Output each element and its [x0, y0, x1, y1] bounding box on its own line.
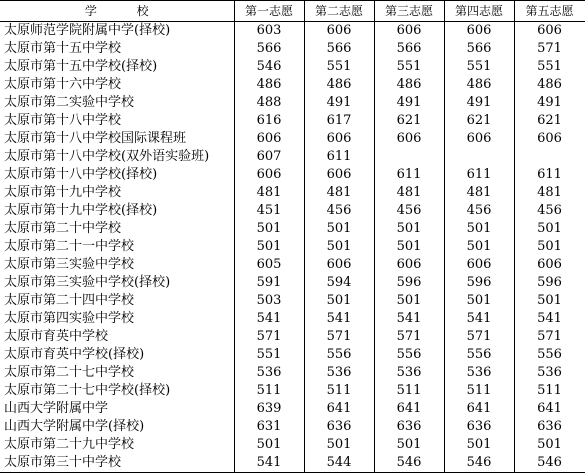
score-cell-choice-1: 603 — [234, 22, 304, 41]
score-cell-choice-4: 501 — [444, 436, 514, 454]
score-cell-choice-3: 546 — [374, 454, 444, 473]
table-row — [0, 94, 585, 112]
score-cell-choice-3: 511 — [374, 382, 444, 400]
score-cell-choice-2: 571 — [304, 328, 374, 346]
score-cell-choice-2: 544 — [304, 454, 374, 473]
table-row — [0, 220, 585, 238]
score-cell-choice-4: 636 — [444, 418, 514, 436]
score-cell-choice-1: 451 — [234, 202, 304, 220]
table-row — [0, 418, 585, 436]
table-row — [0, 310, 585, 328]
score-cell-choice-1: 606 — [234, 130, 304, 148]
table-row — [0, 202, 585, 220]
table-row — [0, 148, 585, 166]
score-cell-choice-4: 546 — [444, 454, 514, 473]
school-name-cell: 太原市第十八中学校(择校) — [4, 167, 158, 182]
score-cell-choice-2: 536 — [304, 364, 374, 382]
score-cell-choice-5: 456 — [514, 202, 585, 220]
score-cell-choice-5: 481 — [514, 184, 585, 202]
score-cell-choice-5: 536 — [514, 364, 585, 382]
score-cell-choice-4: 556 — [444, 346, 514, 364]
table-row — [0, 364, 585, 382]
school-name-cell: 太原市育英中学校 — [4, 329, 109, 344]
score-cell-choice-5: 606 — [514, 130, 585, 148]
score-cell-choice-2: 636 — [304, 418, 374, 436]
score-cell-choice-3: 566 — [374, 40, 444, 58]
score-cell-choice-4: 536 — [444, 364, 514, 382]
score-cell-choice-4: 481 — [444, 184, 514, 202]
score-cell-choice-2: 501 — [304, 220, 374, 238]
column-header-choice-3: 第三志愿 — [374, 1, 444, 22]
score-cell-choice-3: 536 — [374, 364, 444, 382]
score-cell-choice-1: 511 — [234, 382, 304, 400]
score-cell-choice-4: 501 — [444, 238, 514, 256]
score-cell-choice-4: 511 — [444, 382, 514, 400]
score-cell-choice-1: 501 — [234, 220, 304, 238]
score-cell-choice-4: 541 — [444, 310, 514, 328]
score-cell-choice-5 — [514, 148, 585, 166]
score-cell-choice-2: 486 — [304, 76, 374, 94]
table-row — [0, 256, 585, 274]
score-cell-choice-4: 606 — [444, 130, 514, 148]
column-header-choice-4: 第四志愿 — [444, 1, 514, 22]
score-cell-choice-2: 481 — [304, 184, 374, 202]
school-name-cell: 太原市第十九中学校(择校) — [4, 203, 158, 218]
school-name-cell: 山西大学附属中学 — [4, 401, 109, 416]
score-cell-choice-2: 541 — [304, 310, 374, 328]
score-cell-choice-5: 501 — [514, 292, 585, 310]
score-cell-choice-2: 556 — [304, 346, 374, 364]
header-row — [0, 1, 585, 22]
school-name-cell: 太原市第二十七中学校 — [4, 365, 135, 380]
score-cell-choice-5: 556 — [514, 346, 585, 364]
score-cell-choice-4: 501 — [444, 292, 514, 310]
school-name-cell: 太原市第四实验中学校 — [4, 311, 135, 326]
score-cell-choice-2: 511 — [304, 382, 374, 400]
score-cell-choice-4: 606 — [444, 256, 514, 274]
table-row — [0, 274, 585, 292]
score-cell-choice-4: 611 — [444, 166, 514, 184]
score-cell-choice-3: 611 — [374, 166, 444, 184]
score-cell-choice-5: 511 — [514, 382, 585, 400]
score-cell-choice-3: 621 — [374, 112, 444, 130]
score-cell-choice-2: 501 — [304, 292, 374, 310]
column-header-choice-1: 第一志愿 — [234, 1, 304, 22]
score-cell-choice-1: 566 — [234, 40, 304, 58]
score-cell-choice-5: 611 — [514, 166, 585, 184]
score-cell-choice-2: 566 — [304, 40, 374, 58]
score-cell-choice-3: 606 — [374, 256, 444, 274]
score-cell-choice-3: 486 — [374, 76, 444, 94]
score-cell-choice-4: 456 — [444, 202, 514, 220]
school-name-cell: 太原市第三实验中学校 — [4, 257, 135, 272]
school-name-cell: 太原市第十六中学校 — [4, 77, 122, 92]
table-row — [0, 130, 585, 148]
score-cell-choice-4: 501 — [444, 220, 514, 238]
score-cell-choice-2: 594 — [304, 274, 374, 292]
score-cell-choice-1: 571 — [234, 328, 304, 346]
score-cell-choice-3: 551 — [374, 58, 444, 76]
table-row — [0, 238, 585, 256]
school-name-cell: 太原市第十八中学校(双外语实验班) — [4, 149, 210, 164]
school-name-cell: 太原市第二十四中学校 — [4, 293, 135, 308]
score-cell-choice-4 — [444, 148, 514, 166]
school-name-cell: 太原市第二十中学校 — [4, 221, 122, 236]
school-name-cell: 太原市第三十中学校 — [0, 454, 234, 473]
school-name-cell: 太原市第十九中学校 — [4, 185, 122, 200]
table-row — [0, 346, 585, 364]
score-cell-choice-5: 596 — [514, 274, 585, 292]
school-name-cell: 太原师范学院附属中学(择校) — [4, 23, 171, 38]
table-row — [0, 58, 585, 76]
table-row — [0, 454, 585, 473]
score-cell-choice-2: 501 — [304, 238, 374, 256]
school-name-cell: 太原市第二实验中学校 — [4, 95, 135, 110]
table-row — [0, 184, 585, 202]
score-cell-choice-4: 566 — [444, 40, 514, 58]
score-cell-choice-4: 491 — [444, 94, 514, 112]
score-cell-choice-1: 503 — [234, 292, 304, 310]
school-name-cell: 太原市第二十七中学校(择校) — [4, 383, 171, 398]
score-cell-choice-5: 501 — [514, 238, 585, 256]
score-cell-choice-3: 501 — [374, 238, 444, 256]
column-header-choice-2: 第二志愿 — [304, 1, 374, 22]
school-name-cell: 太原市第十八中学校国际课程班 — [4, 131, 187, 146]
score-cell-choice-3: 481 — [374, 184, 444, 202]
score-cell-choice-3: 501 — [374, 436, 444, 454]
score-cell-choice-5: 551 — [514, 58, 585, 76]
score-cell-choice-1: 541 — [234, 454, 304, 473]
score-cell-choice-2: 456 — [304, 202, 374, 220]
school-name-cell: 太原市第二十九中学校 — [4, 437, 135, 452]
score-cell-choice-2: 617 — [304, 112, 374, 130]
score-cell-choice-3: 606 — [374, 130, 444, 148]
score-cell-choice-1: 551 — [234, 346, 304, 364]
score-cell-choice-1: 536 — [234, 364, 304, 382]
score-cell-choice-3: 606 — [374, 22, 444, 41]
score-cell-choice-3: 596 — [374, 274, 444, 292]
table-body — [0, 22, 585, 473]
table-row — [0, 400, 585, 418]
score-cell-choice-4: 621 — [444, 112, 514, 130]
school-name-cell: 太原市第十八中学校 — [4, 113, 122, 128]
table-row — [0, 166, 585, 184]
table-row — [0, 76, 585, 94]
score-cell-choice-4: 596 — [444, 274, 514, 292]
score-cell-choice-1: 607 — [234, 148, 304, 166]
score-cell-choice-2: 491 — [304, 94, 374, 112]
score-cell-choice-5: 501 — [514, 436, 585, 454]
score-cell-choice-1: 486 — [234, 76, 304, 94]
score-cell-choice-5: 571 — [514, 328, 585, 346]
score-cell-choice-5: 606 — [514, 22, 585, 41]
table-row — [0, 112, 585, 130]
score-cell-choice-2: 551 — [304, 58, 374, 76]
score-cell-choice-3: 501 — [374, 220, 444, 238]
score-cell-choice-4: 641 — [444, 400, 514, 418]
school-name-cell: 太原市第三实验中学校(择校) — [4, 275, 171, 290]
score-cell-choice-3: 636 — [374, 418, 444, 436]
table-row — [0, 436, 585, 454]
score-cell-choice-2: 606 — [304, 256, 374, 274]
score-cell-choice-3: 541 — [374, 310, 444, 328]
score-cell-choice-3: 556 — [374, 346, 444, 364]
score-cell-choice-4: 486 — [444, 76, 514, 94]
score-cell-choice-4: 606 — [444, 22, 514, 41]
score-cell-choice-1: 605 — [234, 256, 304, 274]
score-cell-choice-1: 639 — [234, 400, 304, 418]
column-header-school: 学 校 — [0, 1, 234, 22]
score-cell-choice-3: 501 — [374, 292, 444, 310]
score-cell-choice-1: 591 — [234, 274, 304, 292]
score-cell-choice-3 — [374, 148, 444, 166]
score-cell-choice-5: 541 — [514, 310, 585, 328]
score-cell-choice-1: 546 — [234, 58, 304, 76]
score-cell-choice-1: 631 — [234, 418, 304, 436]
score-cell-choice-3: 491 — [374, 94, 444, 112]
score-cell-choice-3: 456 — [374, 202, 444, 220]
school-name-cell: 太原市第十五中学校(择校) — [4, 59, 158, 74]
score-cell-choice-2: 641 — [304, 400, 374, 418]
score-cell-choice-5: 641 — [514, 400, 585, 418]
score-cell-choice-1: 616 — [234, 112, 304, 130]
score-cell-choice-5: 621 — [514, 112, 585, 130]
score-cell-choice-5: 571 — [514, 40, 585, 58]
score-cell-choice-4: 571 — [444, 328, 514, 346]
table-row — [0, 292, 585, 310]
score-cell-choice-5: 546 — [514, 454, 585, 473]
score-cell-choice-5: 491 — [514, 94, 585, 112]
score-cell-choice-5: 501 — [514, 220, 585, 238]
score-cell-choice-4: 551 — [444, 58, 514, 76]
score-cell-choice-5: 606 — [514, 256, 585, 274]
score-cell-choice-2: 606 — [304, 130, 374, 148]
score-cell-choice-1: 481 — [234, 184, 304, 202]
score-cell-choice-2: 501 — [304, 436, 374, 454]
table-row — [0, 40, 585, 58]
score-cell-choice-1: 501 — [234, 436, 304, 454]
table-row — [0, 328, 585, 346]
table-row — [0, 382, 585, 400]
score-cell-choice-5: 636 — [514, 418, 585, 436]
score-cell-choice-1: 501 — [234, 238, 304, 256]
school-name-cell: 太原市第二十一中学校 — [4, 239, 135, 254]
score-cell-choice-1: 488 — [234, 94, 304, 112]
score-cell-choice-2: 611 — [304, 148, 374, 166]
score-cell-choice-3: 641 — [374, 400, 444, 418]
score-cell-choice-3: 571 — [374, 328, 444, 346]
column-header-choice-5: 第五志愿 — [514, 1, 585, 22]
school-name-cell: 太原市育英中学校(择校) — [4, 347, 145, 362]
score-cell-choice-2: 606 — [304, 166, 374, 184]
table-row — [0, 22, 585, 41]
school-name-cell: 山西大学附属中学(择校) — [4, 419, 145, 434]
score-cell-choice-1: 606 — [234, 166, 304, 184]
score-cell-choice-1: 541 — [234, 310, 304, 328]
score-cell-choice-2: 606 — [304, 22, 374, 41]
school-name-cell: 太原市第十五中学校 — [4, 41, 122, 56]
score-cell-choice-5: 486 — [514, 76, 585, 94]
